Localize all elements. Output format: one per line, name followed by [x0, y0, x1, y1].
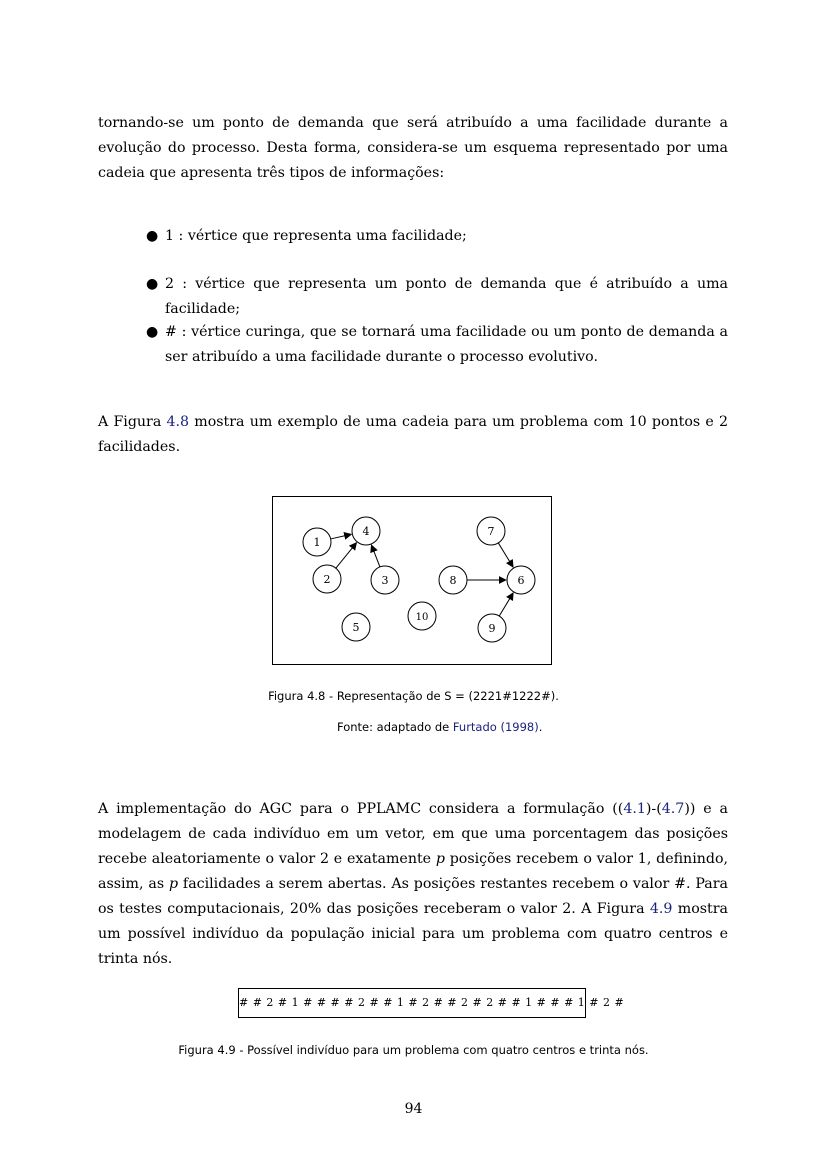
graph-node-7	[477, 517, 505, 545]
text-segment: mostra um possível indivíduo da população inicial para um problema com quatro centros e trinta nós.	[98, 901, 728, 967]
figure-reference-paragraph	[98, 410, 728, 460]
edge-2-to-4	[336, 543, 357, 568]
text-segment: mostra um exemplo de uma cadeia para um problema com 10 pontos e 2 facilidades.	[98, 414, 728, 455]
edge-7-to-6	[498, 543, 513, 567]
graph-node-9	[478, 614, 506, 642]
variable-p: p	[168, 876, 179, 892]
figure-4-9-caption: Figura 4.9 - Possível indivíduo para um problema com quatro centros e trinta nós.	[178, 1043, 649, 1057]
figure-4-8-box	[272, 496, 552, 665]
equation-4-1-link[interactable]: 4.1	[623, 801, 646, 817]
bullet-dot: ●	[146, 228, 159, 244]
node-label: 10	[415, 612, 429, 623]
bullet-item-wildcard	[146, 320, 728, 370]
node-label: 1	[313, 536, 321, 549]
intro-paragraph: tornando-se um ponto de demanda que será atribuído a uma facilidade durante a evolução do processo. Desta forma, considera-se um esquema representado por uma cadeia que apresenta três tipos de informações:	[98, 115, 728, 181]
node-label: 8	[449, 574, 457, 587]
text-segment: posições recebem o valor 1, definindo, assim, as	[98, 851, 728, 892]
node-label: 3	[381, 574, 389, 587]
graph-node-2	[313, 565, 341, 593]
figure-4-8-link[interactable]: 4.8	[166, 414, 190, 430]
graph-node-5	[342, 613, 370, 641]
figure-4-9-link[interactable]: 4.9	[649, 901, 673, 917]
equation-4-7-link[interactable]: 4.7	[661, 801, 685, 817]
source-suffix: .	[538, 720, 543, 734]
text-segment: facilidades a serem abertas. As posições restantes recebem o valor #. Para os testes computacionais, 20% das posições receberam o valor 2. A Figura	[98, 876, 728, 917]
bullet-symbol: #	[165, 324, 177, 340]
figure-4-8-graph	[273, 497, 551, 664]
variable-p: p	[435, 851, 445, 867]
text-segment: )) e a modelagem de cada indivíduo em um vetor, em que uma porcentagem das posições recebe aleatoriamente o valor 2 e exatamente	[98, 801, 728, 867]
figure-4-8-source	[337, 720, 542, 734]
text-segment: )-(	[645, 801, 662, 817]
graph-node-6	[507, 566, 535, 594]
node-label: 7	[487, 525, 495, 538]
bullet-dot: ●	[146, 276, 159, 292]
text-segment: A Figura	[98, 414, 167, 430]
graph-node-4	[352, 517, 380, 545]
source-prefix: Fonte: adaptado de	[337, 720, 453, 734]
edge-9-to-6	[499, 593, 513, 616]
figure-4-8-caption: Figura 4.8 - Representação de S = (2221#1222#).	[268, 689, 559, 703]
graph-node-3	[371, 566, 399, 594]
text-segment: A implementação do AGC para o PPLAMC considera a formulação ((	[98, 801, 624, 817]
bullet-symbol: 1	[165, 228, 175, 244]
figure-4-9-chain: # # 2 # 1 # # # # 2 # # 1 # 2 # # 2 # 2 # # 1 # # # 1 # 2 #	[238, 988, 586, 1018]
bullet-text: : vértice que representa um ponto de demanda que é atribuído a uma facilidade;	[165, 276, 728, 317]
bullet-dot: ●	[146, 324, 159, 340]
node-label: 4	[362, 525, 370, 538]
bullet-item-facility	[146, 224, 728, 249]
page-number: 94	[404, 1101, 423, 1117]
edge-1-to-4	[331, 534, 352, 539]
bullet-text: : vértice curinga, que se tornará uma facilidade ou um ponto de demanda a ser atribuído a uma facilidade durante o processo evolutivo.	[165, 324, 728, 365]
bullet-text: : vértice que representa uma facilidade;	[174, 228, 467, 244]
edge-3-to-4	[371, 545, 380, 567]
node-label: 2	[323, 573, 331, 586]
implementation-paragraph	[98, 797, 728, 972]
node-label: 9	[488, 622, 496, 635]
furtado-citation-link[interactable]: Furtado (1998)	[452, 720, 539, 734]
graph-node-10	[408, 602, 436, 630]
bullet-item-demand	[146, 272, 728, 322]
graph-node-1	[303, 528, 331, 556]
bullet-symbol: 2	[165, 276, 175, 292]
graph-node-8	[439, 566, 467, 594]
node-label: 5	[352, 621, 360, 634]
node-label: 6	[517, 574, 525, 587]
